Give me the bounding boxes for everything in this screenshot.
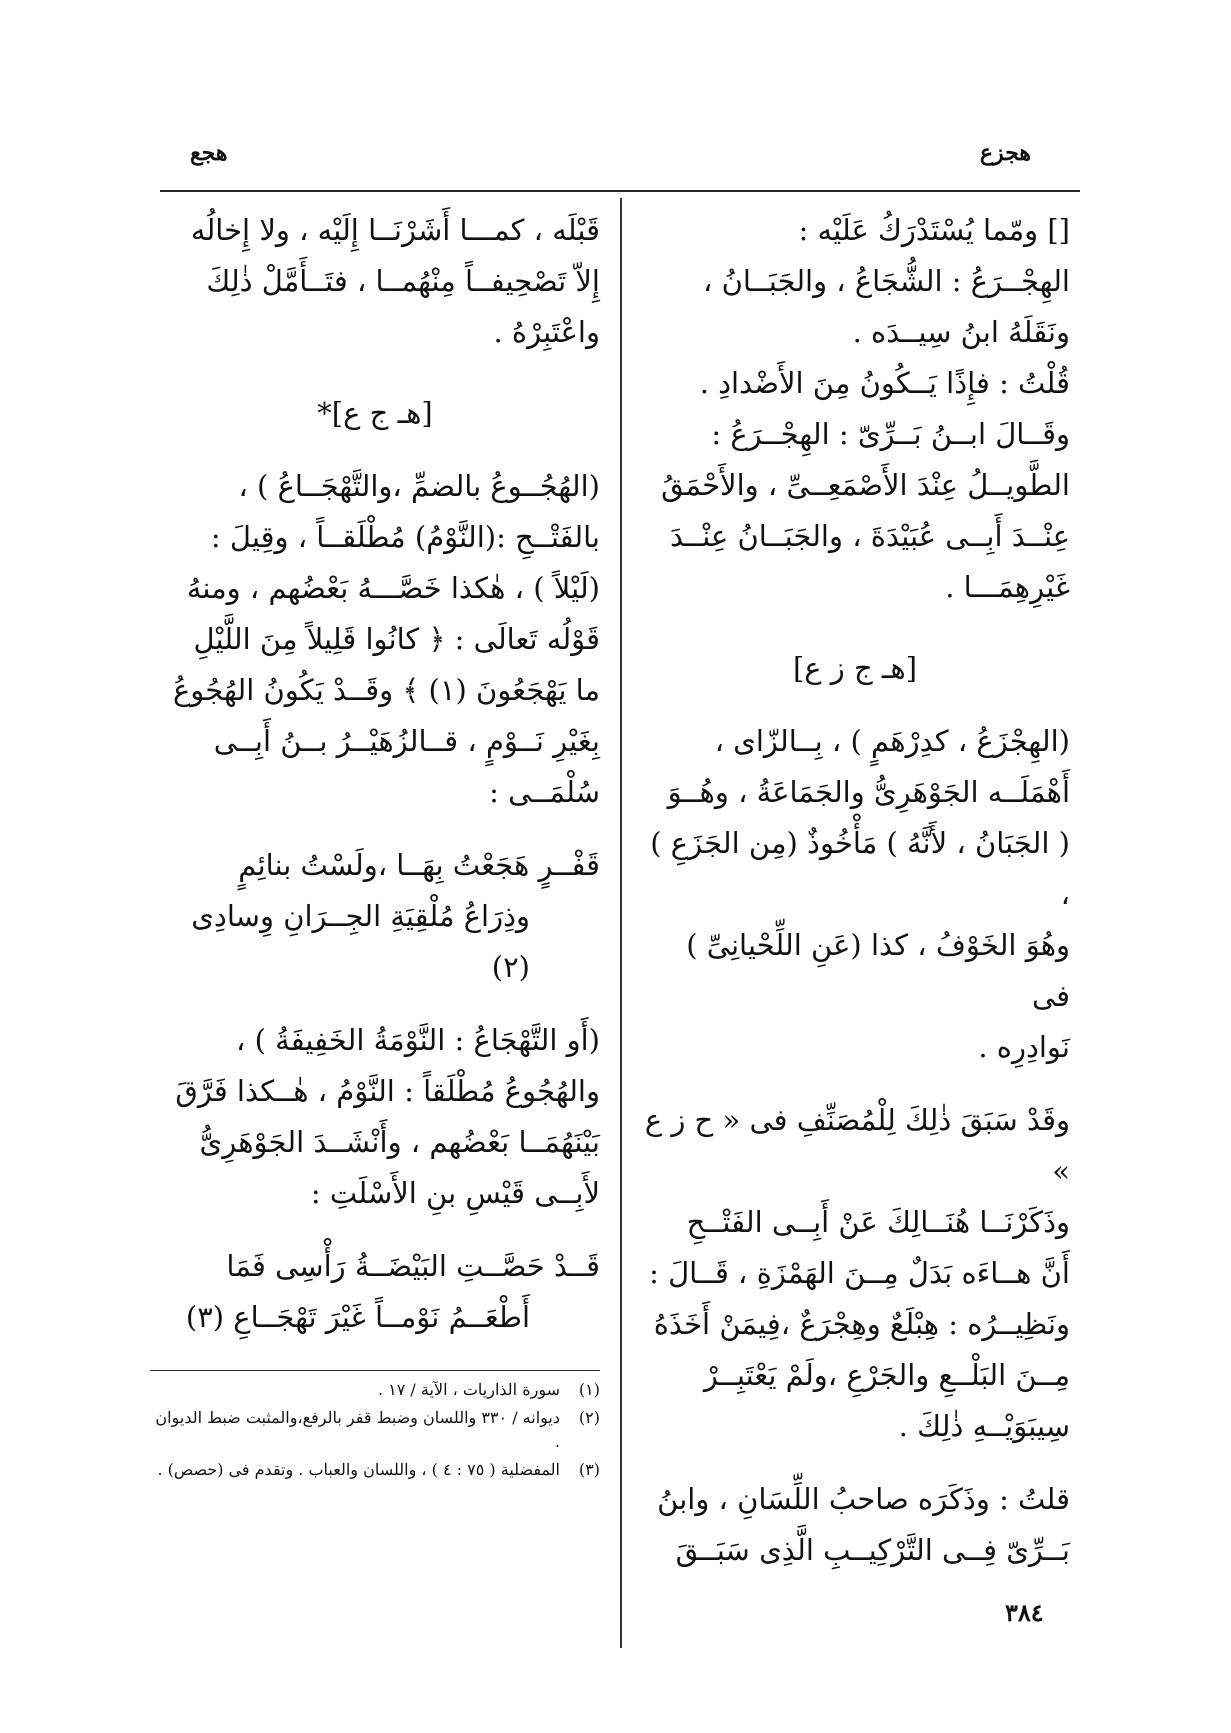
text-line: قَبْلَه ، كمـــا أَشَرْنَــا إِلَيْه ، ولا إِخالُه xyxy=(190,213,600,247)
footnote-text: سورة الذاريات ، الآية / ١٧ . xyxy=(377,1380,560,1399)
header-rule xyxy=(160,190,1080,192)
text-line: بِغَيْرِ نَــوْمٍ ، قــالزُهَيْــرُ بــنُ أَبِــى xyxy=(213,724,600,758)
column-separator xyxy=(620,198,622,1648)
footnote-text: ديوانه / ٣٣٠ واللسان وضبط قفر بالرفع،والمثبت ضبط الديوان . xyxy=(155,1408,560,1451)
header-left-word: هجع xyxy=(190,140,228,166)
text-line: نَوادِرِه . xyxy=(978,1030,1070,1064)
left-intro-block xyxy=(150,205,600,358)
text-line: قُلْتُ : فإِذًا يَــكُونُ مِنَ الأَضْدادِ . xyxy=(699,366,1070,400)
text-line: وهُوَ الخَوْفُ ، كذا (عَنِ اللِّحْيانِىِّ ) فى xyxy=(686,928,1070,1013)
footnotes xyxy=(150,1378,600,1486)
poem-line: قَفْــرٍ هَجَعْتُ بِهَــا ،ولَسْتُ بنائِمٍ xyxy=(238,848,600,882)
section-title-hj: [هـ ج ع]* xyxy=(317,396,433,430)
text-line: أَنَّ هــاءَه بَدَلٌ مِــنَ الهَمْزَةِ ، قَــالَ : xyxy=(649,1256,1070,1290)
footnote-item xyxy=(150,1458,600,1482)
right-paragraph-2 xyxy=(640,1095,1070,1452)
section-title-hjz: [هـ ج ز ع] xyxy=(792,651,918,685)
text-line: (الهُجُــوعُ بالضمِّ ،والتَّهْجَــاعُ ) ، xyxy=(238,469,600,503)
right-intro-block xyxy=(640,205,1070,613)
text-line: وذَكَرْنَــا هُنَــالِكَ عَنْ أَبِــى الفَتْــحِ xyxy=(686,1205,1070,1239)
text-line: (الهِجْزَعُ ، كدِرْهَمٍ ) ، بِــالزّاى ، xyxy=(714,724,1070,758)
text-line: وقَــالَ ابــنُ بَــرِّىّ : الهِجْــرَعُ : xyxy=(711,417,1070,451)
right-paragraph-3 xyxy=(640,1474,1070,1576)
footnote-item xyxy=(150,1378,600,1402)
text-line: (أَو التَّهْجَاعُ : النَّوْمَةُ الخَفِيفَةُ ) ، xyxy=(236,1023,600,1057)
text-line: والهُجُوعُ مُطْلَقاً : النَّوْمُ ، هٰــكذا فَرَّقَ xyxy=(175,1074,600,1108)
text-line: بالفَتْــحِ :(النَّوْمُ) مُطْلَقــاً ، وقِيلَ : xyxy=(210,520,600,554)
footnote-number: (٣) xyxy=(578,1460,600,1479)
page-number: ٣٨٤ xyxy=(1005,1598,1044,1627)
text-line: الطَّويــلُ عِنْدَ الأَصْمَعِــىِّ ، والأَحْمَقُ xyxy=(661,468,1070,502)
footnote-number: (١) xyxy=(578,1380,600,1399)
poem-line: وذِرَاعُ مُلْقِيَةِ الجِــرَانِ وِسادِى (٢) xyxy=(191,899,530,984)
header-right-word: هجزع xyxy=(979,140,1031,166)
left-section-block xyxy=(150,461,600,818)
left-column xyxy=(150,205,600,1343)
footnote-rule xyxy=(150,1370,600,1371)
text-line: سِيبَوَيْــهِ ذٰلِكَ . xyxy=(898,1409,1070,1443)
text-line: لأَبِــى قَيْسِ بنِ الأَسْلَتِ : xyxy=(310,1176,600,1210)
text-line: [] ومّما يُسْتَدْرَكُ عَلَيْه : xyxy=(798,213,1070,247)
poem-1 xyxy=(150,840,600,993)
text-line: ما يَهْجَعُونَ (١) ﴾ وقَــدْ يَكُونُ الهُجُوعُ xyxy=(172,673,600,707)
text-line: بَيْنَهُمَــا بَعْضُهم ، وأَنْشَــدَ الجَوْهَرِىُّ xyxy=(199,1125,600,1159)
text-line: قَوْلُه تَعالَى : ﴿ كانُوا قَلِيلاً مِنَ اللَّيْلِ xyxy=(193,622,600,656)
footnote-item xyxy=(150,1406,600,1454)
poem-line: أَطْعَــمُ نَوْمــاً غَيْرَ تَهْجَــاعِ (٣) xyxy=(185,1300,530,1334)
right-column xyxy=(640,205,1070,1576)
text-line: غَيْرِهِمَـــا . xyxy=(945,570,1070,604)
text-line: (لَيْلاً ) ، هٰكذا خَصَّـــهُ بَعْضُهم ، ومنهُ xyxy=(186,571,600,605)
text-line: ( الجَبَانُ ، لأَنَّهُ ) مَأْخُوذٌ (مِن الجَزَعِ ) ، xyxy=(650,826,1070,911)
text-line: الهِجْــرَعُ : الشُّجَاعُ ، والجَبَــانُ ، xyxy=(703,264,1070,298)
text-line: واعْتَبِرْهُ . xyxy=(493,315,600,349)
right-section-block xyxy=(640,716,1070,1073)
text-line: وقَدْ سَبَقَ ذٰلِكَ لِلْمُصَنِّفِ فى « ح ز ع » xyxy=(644,1103,1070,1188)
poem-line: قَــدْ حَصَّــتِ البَيْضَــةُ رَأْسِى فَمَا xyxy=(226,1249,600,1283)
footnote-number: (٢) xyxy=(578,1408,600,1427)
text-line: قلتُ : وذَكَرَه صاحبُ اللِّسَانِ ، وابنُ xyxy=(657,1482,1070,1516)
footnote-text: المفضلية ( ٧٥ : ٤ ) ، واللسان والعباب . وتقدم فى (حصص) . xyxy=(157,1460,560,1479)
text-line: ونَقَلَهُ ابنُ سِيــدَه . xyxy=(852,315,1070,349)
text-line: ونَظِيــرُه : هِبْلَعٌ وهِجْرَعٌ ،فِيمَنْ أَخَذَهُ xyxy=(653,1307,1070,1341)
text-line: عِنْــدَ أَبِــى عُبَيْدَةَ ، والجَبَــانُ عِنْــدَ xyxy=(670,519,1070,553)
text-line: سُلْمَــى : xyxy=(489,775,600,809)
text-line: بَــرِّىّ فِــى التَّرْكِيــبِ الَّذِى سَبَــقَ xyxy=(675,1533,1070,1567)
text-line: إِلاّ تَصْحِيفــاً مِنْهُمــا ، فتَــأَمَّلْ ذٰلِكَ xyxy=(206,264,600,298)
text-line: مِــنَ البَلْــعِ والجَرْعِ ،ولَمْ يَعْتَبِــرْ xyxy=(703,1358,1070,1392)
poem-2 xyxy=(150,1241,600,1343)
text-line: أَهْمَلَــه الجَوْهَرِىُّ والجَمَاعَةُ ، وهُــوَ xyxy=(667,775,1070,809)
left-paragraph-2 xyxy=(150,1015,600,1219)
